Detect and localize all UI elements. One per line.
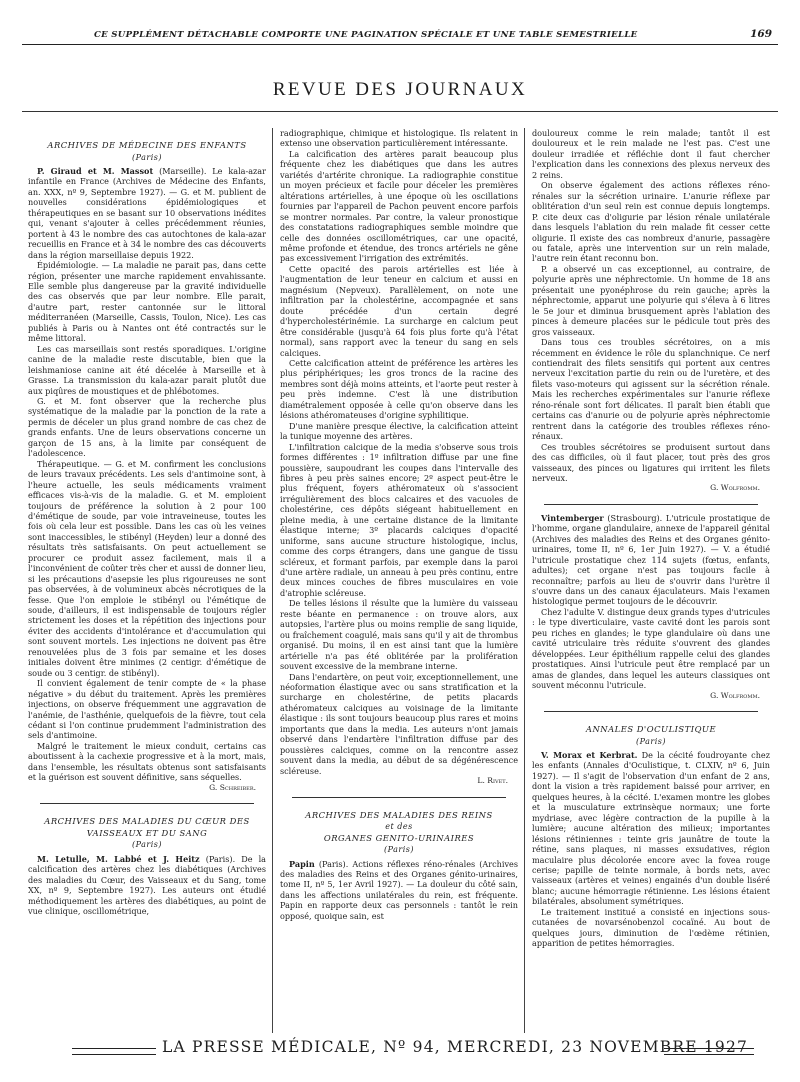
article-paragraph: L'infiltration calcique de la media s'observe sous trois formes différentes : 1º infiltration diffuse par une fine poussière, saupoudrant les coupes dans l'intervalle des fibres à peu près saines encore; 2º aspect peut-être le plus fréquent, foyers athéromateux où s'associent irrégulièrement des blocs calcaires et des vacuoles de cholestérine, ces dépôts siégeant habituellement en pleine media, à une certaine distance de la limitante élastique interne; 3º placards calciques d'opacité uniforme, sans aucune structure histologique, inclus, comme des corps étrangers, dans une gangue de tissu scléreux, et formant parfois, par exemple dans la paroi d'une artère radiale, un anneau à peu près continu, entre deux minces couches de fibres musculaires en voie d'atrophie scléreuse.: [280, 441, 518, 598]
footer-text: LA PRESSE MÉDICALE, Nº 94, MERCREDI, 23 NOVEMBRE 1927: [162, 1038, 749, 1056]
footer-rule-right: [664, 1048, 754, 1055]
page-number: 169: [750, 28, 772, 40]
article-paragraph: [28, 166, 266, 260]
footer-rule-left: [72, 1048, 156, 1055]
article-paragraph: [532, 750, 770, 907]
section-title-line-2: ORGANES GENITO-URINAIRES: [323, 832, 475, 843]
article-divider: [544, 504, 758, 505]
article-text: De la cécité foudroyante chez les enfants (Annales d'Oculistique, t. CLXIV, nº 6, Juin 1927). — Il s'agit de l'observation d'un enfant de 2 ans, dont la vision a très rapidement baissé pour arriver, en quelques heures, à la cécité. L'examen montre les globes et la musculature extrinsèque normaux; une forte mydriase, avec légère contraction de la pupille à la lumière; aucune altération des milieux; importantes lésions rétiniennes : teinte gris jaunâtre de toute la rétine, sans plaques, ni masses exsudatives, région maculaire plus décolorée encore avec la fovea rouge cerise; papille de teinte normale, à bords nets, avec vaisseaux (artères et veines) engainés d'un double liséré blanc; aucune hémorragie rétinienne. Les lésions étaient bilatérales, absolument symétriques.: [532, 750, 770, 907]
article-paragraph: [280, 859, 518, 922]
article-paragraph: On observe également des actions réflexes réno-rénales sur la sécrétion urinaire. L'anurie réflexe par oblitération d'un seul rein est connue depuis longtemps. P. cite deux cas d'oligurie par lésion rénale unilatérale dans lesquels l'ablation du rein malade fit cesser cette oligurie. Il existe des cas nombreux d'anurie, passagère ou fatale, après une intervention sur un rein malade, l'autre rein étant reconnu bon.: [532, 180, 770, 264]
article-signature: G. Wolfromm.: [710, 483, 760, 493]
section-title: ARCHIVES DES MALADIES DES REINS: [305, 809, 493, 820]
article-paragraph: Chez l'adulte V. distingue deux grands types d'utricules : le type diverticulaire, vaste cavité dont les parois sont peu riches en glandes; le type glandulaire où dans une cavité utriculaire très réduite s'ouvrent des glandes développées. Leur épithélium rappelle celui des glandes prostatiques. Ainsi l'utricule peut être remplacé par un amas de glandes, dans lequel les auteurs classiques ont souvent méconnu l'utricule.: [532, 606, 770, 691]
article-paragraph: Il convient également de tenir compte de « la phase négative » du début du traitement. Après les premières injections, on observe fréquemment une aggravation de l'anémie, de l'asthénie, quelquefois de la fièvre, tout cela cédant si l'on continue prudemment l'administration des sels d'antimoine.: [28, 678, 266, 741]
article-text: (Paris). Actions réflexes réno-rénales (Archives des maladies des Reins et des Organes génito-urinaires, tome II, nº 5, 1er Avril 1927). — La douleur du côté sain, dans les affections unilatérales du rein, est fréquente. Papin en rapporte deux cas personnels : tantôt le rein opposé, quoique sain, est: [280, 858, 518, 921]
column-2: [280, 128, 518, 1033]
article-paragraph: [532, 513, 770, 607]
article-paragraph: Malgré le traitement le mieux conduit, certains cas aboutissent à la cachexie progressive et à la mort, mais, dans l'ensemble, les résultats obtenus sont satisfaisants et la guérison est souvent définitive, sans séquelles.: [28, 740, 266, 783]
title-rule: [22, 111, 778, 112]
supplement-note: CE SUPPLÉMENT DÉTACHABLE COMPORTE UNE PAGINATION SPÉCIALE ET UNE TABLE SEMESTRIELLE: [94, 30, 638, 40]
columns: [22, 128, 778, 1033]
article-signature: G. Schreiber.: [209, 782, 256, 792]
page-title: REVUE DES JOURNAUX: [272, 79, 528, 100]
section-title: ARCHIVES DES MALADIES DU CŒUR DES VAISSEAUX ET DU SANG: [44, 816, 250, 838]
article-paragraph: douloureux comme le rein malade; tantôt il est douloureux et le rein malade ne l'est pas. C'est une douleur irradiée et réfléchie dont il faut chercher l'explication dans les connexions des plexus nerveux des 2 reins.: [532, 128, 770, 180]
article-authors: P. Giraud et M. Massot: [37, 166, 154, 176]
article-authors: V. Morax et Kerbrat.: [541, 750, 638, 761]
article-paragraph: Cette calcification atteint de préférence les artères les plus périphériques; les gros troncs de la racine des membres sont déjà moins atteints, et l'aorte peut rester à peu près indemne. C'est là une distribution diamétralement opposée à celle qu'on observe dans les lésions athéromateuses d'origine syphilitique.: [280, 357, 518, 421]
article-paragraph: Épidémiologie. — La maladie ne parait pas, dans cette région, présenter une marche rapidement envahissante. Elle semble plus dangereuse par la gravité individuelle des cas observés que par leur nombre. Elle parait, d'autre part, rester cantonnée sur le littoral méditerranéen (Marseille, Cassis, Toulon, Nice). Les cas publiés à Paris ou à Nantes ont été contractés sur le même littoral.: [28, 260, 266, 344]
article-divider: [40, 803, 254, 804]
section-conjunction: et des: [385, 822, 413, 832]
column-separator: [524, 128, 525, 1033]
article-paragraph: G. et M. font observer que la recherche plus systématique de la maladie par la ponction de la rate a permis de déceler un plus grand nombre de cas chez de grands enfants. Une de leurs observations concerne un garçon de 15 ans, à la limite par conséquent de l'adolescence.: [28, 395, 266, 459]
article-paragraph: De telles lésions il résulte que la lumière du vaisseau reste béante en permanence : on trouve alors, aux autopsies, l'artère plus ou moins remplie de sang liquide, ou fraîchement coagulé, mais sans qu'il y ait de thrombus organisé. Du moins, il en est ainsi tant que la lumière artérielle n'a pas été oblitérée par la prolifération souvent excessive de la membrane interne.: [280, 598, 518, 672]
article-paragraph: La calcification des artères parait beaucoup plus fréquente chez les diabétiques que dans les autres variétés d'artérite chronique. La radiographie constitue un moyen précieux et facile pour déceler les premières altérations artérielles, à une époque où les oscillations fournies par l'appareil de Pachon peuvent encore parfois se montrer normales. Par contre, la valeur pronostique des constatations radiographiques semble moindre que celle des données oscillométriques, car une opacité, même profonde et étendue, des troncs artériels ne gêne pas excessivement l'irrigation des extrémités.: [280, 148, 518, 264]
column-1: [28, 128, 266, 1033]
article-paragraph: Thérapeutique. — G. et M. confirment les conclusions de leurs travaux précédents. Les sels d'antimoine sont, à l'heure actuelle, les seuls médicaments vraiment efficaces vis-à-vis de la maladie. G. et M. emploient toujours de préférence la solution à 2 pour 100 d'émétique de soude, par voie intraveineuse, toutes les fois où cela leur est possible. Dans les cas où les veines sont inaccessibles, le stibényl (Heyden) leur a donné des résultats très satisfaisants. On peut actuellement se procurer ce produit assez facilement, mais il a l'inconvénient de coûter très cher et aussi de donner lieu, si les précautions d'asepsie les plus rigoureuses ne sont pas observées, à de volumineux abcès nécrotiques de la fesse. Que l'on emploie le stibényl ou l'émétique de soude, d'ailleurs, il est indispensable de toujours régler strictement les doses et la répétition des injections pour éviter des accidents d'intolérance et d'accumulation qui sont souvent mortels. Les injections ne doivent pas être renouvelées plus de 3 fois par semaine et les doses initiales doivent être minimes (2 centigr. d'émétique de soude ou 3 centigr. de stibényl).: [28, 458, 266, 678]
article-paragraph: Dans l'endartère, on peut voir, exceptionnellement, une néoformation élastique avec ou sans stratification et la surcharge en cholestérine, de petits placards athéromateux calciques au voisinage de la limitante élastique : ils sont toujours beaucoup plus rares et moins importants que dans la media. Les auteurs n'ont jamais observé dans l'endartère l'infiltration diffuse par des poussières calciques, comme on la rencontre assez souvent dans la media, au début de sa dégénérescence scléreuse.: [280, 671, 518, 776]
journal-page: [22, 28, 778, 1056]
article-paragraph: Cette opacité des parois artérielles est liée à l'augmentation de leur teneur en calcium et aussi en magnésium (Nepveux). Parallèlement, on note une infiltration par la cholestérine, accompagnée et sans doute précédée d'un certain degré d'hypercholestérinémie. La surcharge en calcium peut être considérable (jusqu'à 64 fois plus forte qu'à l'état normal), sans rapport avec la teneur du sang en sels calciques.: [280, 263, 518, 358]
running-header: [22, 28, 778, 45]
article-paragraph: radiographique, chimique et histologique. Ils relatent in extenso une observation particulièrement intéressante.: [280, 128, 518, 149]
article-paragraph: Ces troubles sécrétoires se produisent surtout dans des cas difficiles, où il faut placer, tout près des gros vaisseaux, des pinces ou ligatures qui irritent les filets nerveux.: [532, 441, 770, 483]
section-city: (Paris): [383, 845, 415, 855]
section-heading: [280, 810, 518, 856]
section-city: (Paris): [131, 152, 163, 162]
section-heading: [28, 816, 266, 851]
article-authors: Vintemberger: [541, 512, 604, 523]
section-heading: [532, 724, 770, 747]
column-3: [532, 128, 770, 1033]
section-title: ANNALES D'OCULISTIQUE: [585, 724, 717, 735]
section-city: (Paris): [131, 840, 163, 850]
article-divider: [292, 797, 506, 798]
article-paragraph: [28, 854, 266, 917]
article-paragraph: Le traitement institué a consisté en injections sous-cutanées de novarsénobenzol cocaïné. Au bout de quelques jours, diminution de l'œdème rétinien, apparition de petites hémorragies.: [532, 906, 770, 949]
article-authors: M. Letulle, M. Labbé et J. Heitz: [37, 853, 200, 864]
article-paragraph: Les cas marseillais sont restés sporadiques. L'origine canine de la maladie reste discutable, bien que la leishmaniose canine ait été décelée à Marseille et à Grasse. La transmission du kala-azar parait plutôt due aux piqûres de moustiques et de phlébotomes.: [28, 343, 266, 396]
article-paragraph: D'une manière presque élective, la calcification atteint la tunique moyenne des artères.: [280, 420, 518, 442]
article-text: (Paris). De la calcification des artères chez les diabétiques (Archives des maladies du Cœur, des Vaisseaux et du Sang, tome XX, nº 9, Septembre 1927). Les auteurs ont étudié méthodiquement les artères des diabétiques, au point de vue clinique, oscillométrique,: [28, 853, 266, 916]
article-paragraph: Dans tous ces troubles sécrétoires, on a mis récemment en évidence le rôle du splanchnique. Ce nerf contiendrait des filets sensitifs qui portent aux centres nerveux l'excitation partie du rein ou de l'uretère, et des filets vaso-moteurs qui agissent sur la sécrétion rénale. Mais les recherches expérimentales sur l'anurie réflexe réno-rénale sont fort délicates. Il paraît bien établi que certains cas d'anurie ou de polyurie après néphrectomie rentrent dans la catégorie des troubles réflexes réno-rénaux.: [532, 337, 770, 442]
column-separator: [272, 128, 273, 1033]
section-city: (Paris): [635, 736, 667, 746]
article-paragraph: P. a observé un cas exceptionnel, au contraire, de polyurie après une néphrectomie. Un homme de 18 ans présentait une pyonéphrose du rein gauche; après la néphrectomie, apparut une polyurie qui s'éleva à 6 litres le 5e jour et diminua brusquement après l'ablation des pinces à demeure placées sur le pédicule tout près des gros vaisseaux.: [532, 263, 770, 337]
article-divider: [544, 711, 758, 712]
page-footer: [22, 1038, 778, 1067]
article-signature: G. Wolfromm.: [710, 690, 760, 700]
article-text: (Marseille). Le kala-azar infantile en France (Archives de Médecine des Enfants, an. XXX, nº 9, Septembre 1927). — G. et M. publient de nouvelles considérations épidémiologiques et thérapeutiques en se basant sur 10 observations inédites qui, venant s'ajouter à celles précédemment réunies, portent à 43 le nombre des cas autochtones de kala-azar recueillis en France et à 34 le nombre des cas découverts dans la région marseillaise depuis 1922.: [28, 166, 266, 260]
article-signature: L. Rivet.: [477, 776, 508, 786]
article-text: (Strasbourg). L'utricule prostatique de l'homme, organe glandulaire, annexe de l'appareil génital (Archives des maladies des Reins et des Organes génito-urinaires, tome II, nº 6, 1er Juin 1927). — V. a étudié l'utricule prostatique chez 114 sujets (fœtus, enfants, adultes); cet organe n'est pas toujours facile à reconnaître; parfois au lieu de s'ouvrir dans l'urètre il s'ouvre dans un des canaux éjaculateurs. Mais l'examen histologique permet toujours de le découvrir.: [532, 512, 770, 607]
section-heading: [28, 140, 266, 163]
section-title: ARCHIVES DE MÉDECINE DES ENFANTS: [47, 140, 247, 150]
article-authors: Papin: [289, 858, 315, 869]
